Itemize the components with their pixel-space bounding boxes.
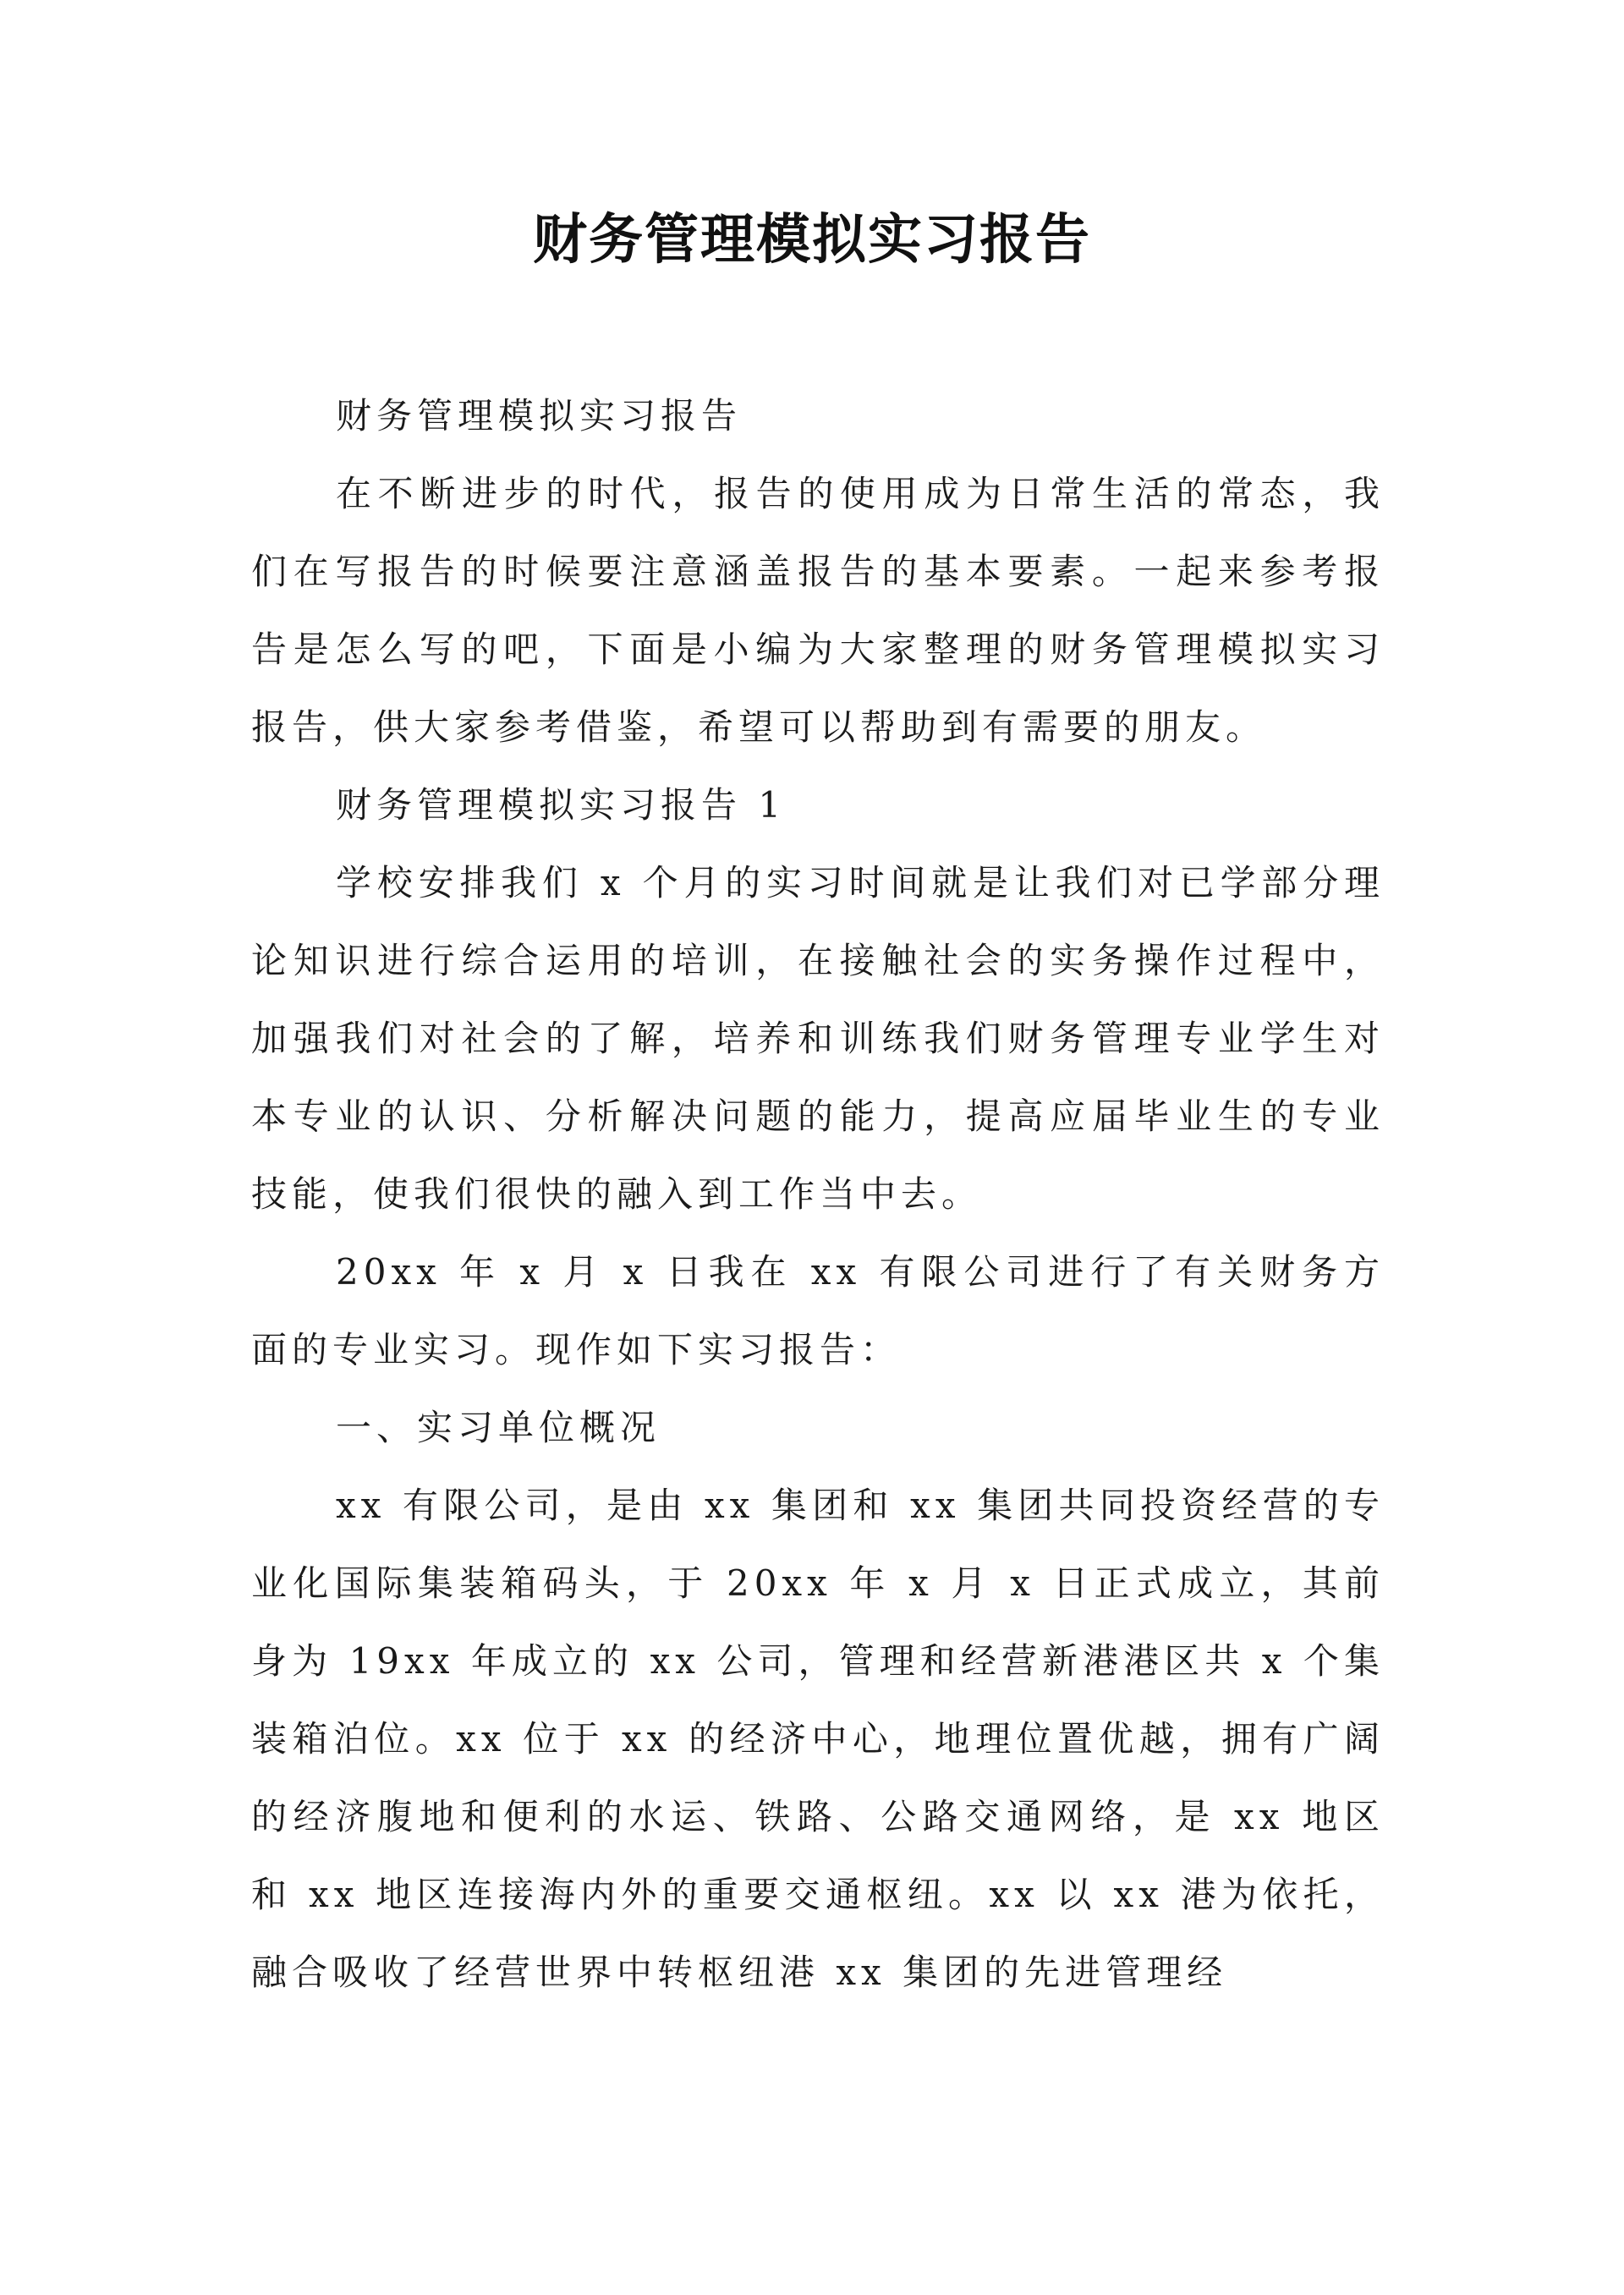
paragraph-report-heading: 财务管理模拟实习报告 1 <box>336 784 787 826</box>
paragraph-subtitle: 财务管理模拟实习报告 <box>336 395 743 436</box>
paragraph-internship-purpose: 学校安排我们 x 个月的实习时间就是让我们对已学部分理论知识进行综合运用的培训，在接触社会的实务操作过程中，加强我们对社会的了解，培养和训练我们财务管理专业学生对本专业的认识、分析解决问题的能力，提高应届毕业生的专业技能，使我们很快的融入到工作当中去。 <box>251 862 1385 1215</box>
document-body <box>251 377 1385 2012</box>
paragraph-intro: 在不断进步的时代，报告的使用成为日常生活的常态，我们在写报告的时候要注意涵盖报告的基本要素。一起来参考报告是怎么写的吧，下面是小编为大家整理的财务管理模拟实习报告，供大家参考借鉴，希望可以帮助到有需要的朋友。 <box>251 473 1385 748</box>
document-title: 财务管理模拟实习报告 <box>533 209 1091 272</box>
paragraph-internship-date: 20xx 年 x 月 x 日我在 xx 有限公司进行了有关财务方面的专业实习。现作如下实习报告： <box>251 1251 1385 1370</box>
section-heading-company-overview: 一、实习单位概况 <box>336 1407 661 1448</box>
paragraph-company-overview: xx 有限公司，是由 xx 集团和 xx 集团共同投资经营的专业化国际集装箱码头，于 20xx 年 x 月 x 日正式成立，其前身为 19xx 年成立的 xx 公司，管理和经营新港港区共 x 个集装箱泊位。xx 位于 xx 的经济中心，地理位置优越，拥有广阔的经济腹地和便利的水运、铁路、公路交通网络，是 xx 地区和 xx 地区连接海内外的重要交通枢纽。xx 以 xx 港为依托，融合吸收了经营世界中转枢纽港 xx 集团的先进管理经 <box>251 1485 1385 1993</box>
